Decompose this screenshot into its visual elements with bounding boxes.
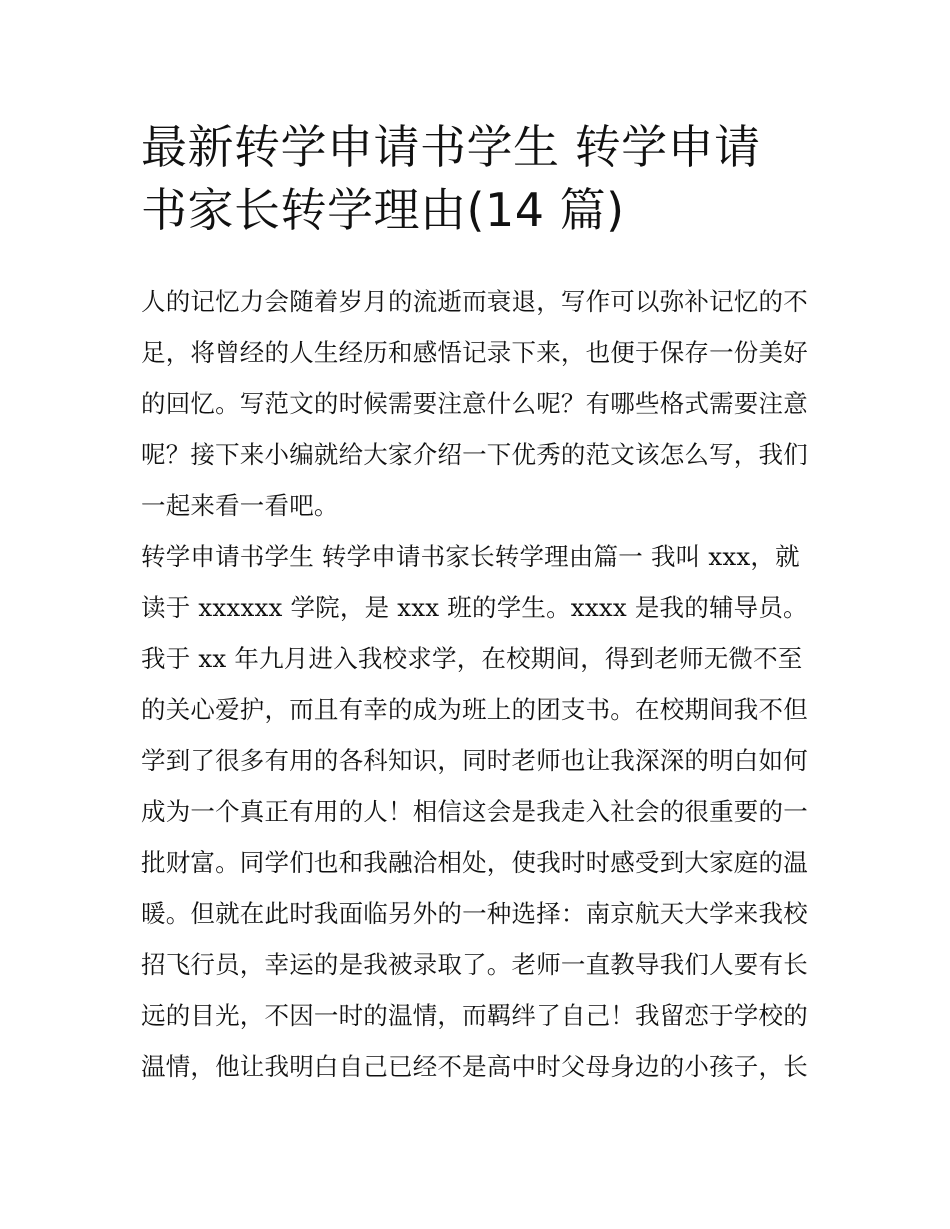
body-line: 转学申请书学生 转学申请书家长转学理由篇一 我叫 xxx，就 <box>141 542 800 571</box>
document-body <box>141 276 831 1092</box>
body-line: 招飞行员，幸运的是我被录取了。老师一直教导我们人要有长 <box>141 950 808 979</box>
body-line: 我于 xx 年九月进入我校求学，在校期间，得到老师无微不至 <box>141 644 803 673</box>
body-line: 足，将曾经的人生经历和感悟记录下来，也便于保存一份美好 <box>141 338 808 367</box>
body-line: 读于 xxxxxx 学院，是 xxx 班的学生。xxxx 是我的辅导员。 <box>141 593 808 622</box>
body-line: 的回忆。写范文的时候需要注意什么呢？有哪些格式需要注意 <box>141 389 808 418</box>
body-line: 一起来看一看吧。 <box>141 491 339 520</box>
body-line: 远的目光，不因一时的温情，而羁绊了自己！我留恋于学校的 <box>141 1001 808 1030</box>
title-line: 书家长转学理由(14 篇) <box>141 183 625 237</box>
body-line: 温情，他让我明白自己已经不是高中时父母身边的小孩子，长 <box>141 1052 808 1081</box>
body-line: 学到了很多有用的各科知识，同时老师也让我深深的明白如何 <box>141 746 808 775</box>
body-line: 成为一个真正有用的人！相信这会是我走入社会的很重要的一 <box>141 797 808 826</box>
body-line: 呢？接下来小编就给大家介绍一下优秀的范文该怎么写，我们 <box>141 440 808 469</box>
title-line: 最新转学申请书学生 转学申请 <box>141 120 761 174</box>
body-line: 的关心爱护，而且有幸的成为班上的团支书。在校期间我不但 <box>141 695 808 724</box>
body-line: 批财富。同学们也和我融洽相处，使我时时感受到大家庭的温 <box>141 848 808 877</box>
body-line: 人的记忆力会随着岁月的流逝而衰退，写作可以弥补记忆的不 <box>141 287 808 316</box>
body-line: 暖。但就在此时我面临另外的一种选择：南京航天大学来我校 <box>141 899 808 928</box>
document-title <box>141 116 821 242</box>
